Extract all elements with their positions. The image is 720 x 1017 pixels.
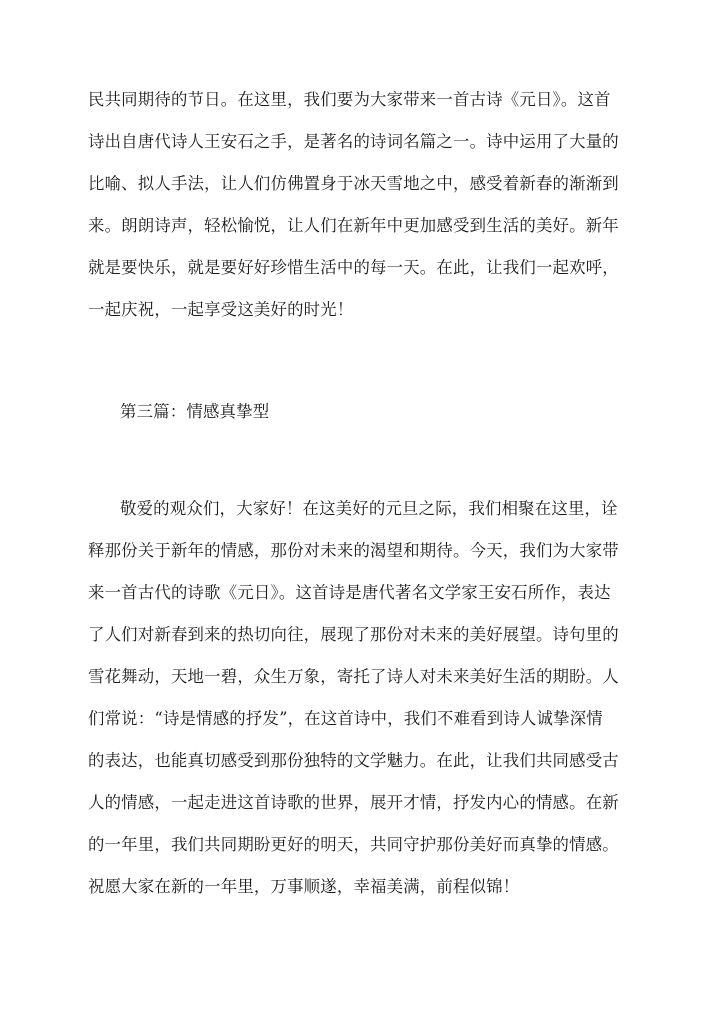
paragraph-line: 的表达，也能真切感受到那份独特的文学魅力。在此，让我们共同感受古	[88, 751, 619, 770]
paragraph-line: 人的情感，一起走进这首诗歌的世界，展开才情，抒发内心的情感。在新	[88, 793, 619, 812]
paragraph-line: 来一首古代的诗歌《元日》。这首诗是唐代著名文学家王安石所作，表达	[88, 583, 611, 602]
paragraph-line: 雪花舞动，天地一碧，众生万象，寄托了诗人对未来美好生活的期盼。人	[88, 667, 619, 686]
section-heading: 第三篇：情感真挚型	[120, 402, 270, 421]
paragraph-line: 们常说：“诗是情感的抒发”，在这首诗中，我们不难看到诗人诚挚深情	[88, 709, 603, 728]
paragraph-line: 释那份关于新年的情感，那份对未来的渴望和期待。今天，我们为大家带	[88, 541, 619, 560]
paragraph-line: 了人们对新春到来的热切向往，展现了那份对未来的美好展望。诗句里的	[88, 625, 619, 644]
paragraph-line: 来。朗朗诗声，轻松愉悦，让人们在新年中更加感受到生活的美好。新年	[88, 216, 619, 235]
paragraph-line: 就是要快乐，就是要好好珍惜生活中的每一天。在此，让我们一起欢呼，	[88, 258, 619, 277]
paragraph-line: 一起庆祝，一起享受这美好的时光！	[88, 300, 354, 319]
paragraph-line: 诗出自唐代诗人王安石之手，是著名的诗词名篇之一。诗中运用了大量的	[88, 132, 619, 151]
paragraph-line: 比喻、拟人手法，让人们仿佛置身于冰天雪地之中，感受着新春的渐渐到	[88, 174, 619, 193]
paragraph-line: 民共同期待的节日。在这里，我们要为大家带来一首古诗《元日》。这首	[88, 90, 611, 109]
paragraph-line: 的一年里，我们共同期盼更好的明天，共同守护那份美好而真挚的情感。	[88, 835, 619, 854]
paragraph-line: 敬爱的观众们，大家好！在这美好的元旦之际，我们相聚在这里，诠	[120, 499, 618, 518]
paragraph-line: 祝愿大家在新的一年里，万事顺遂，幸福美满，前程似锦！	[88, 877, 520, 896]
